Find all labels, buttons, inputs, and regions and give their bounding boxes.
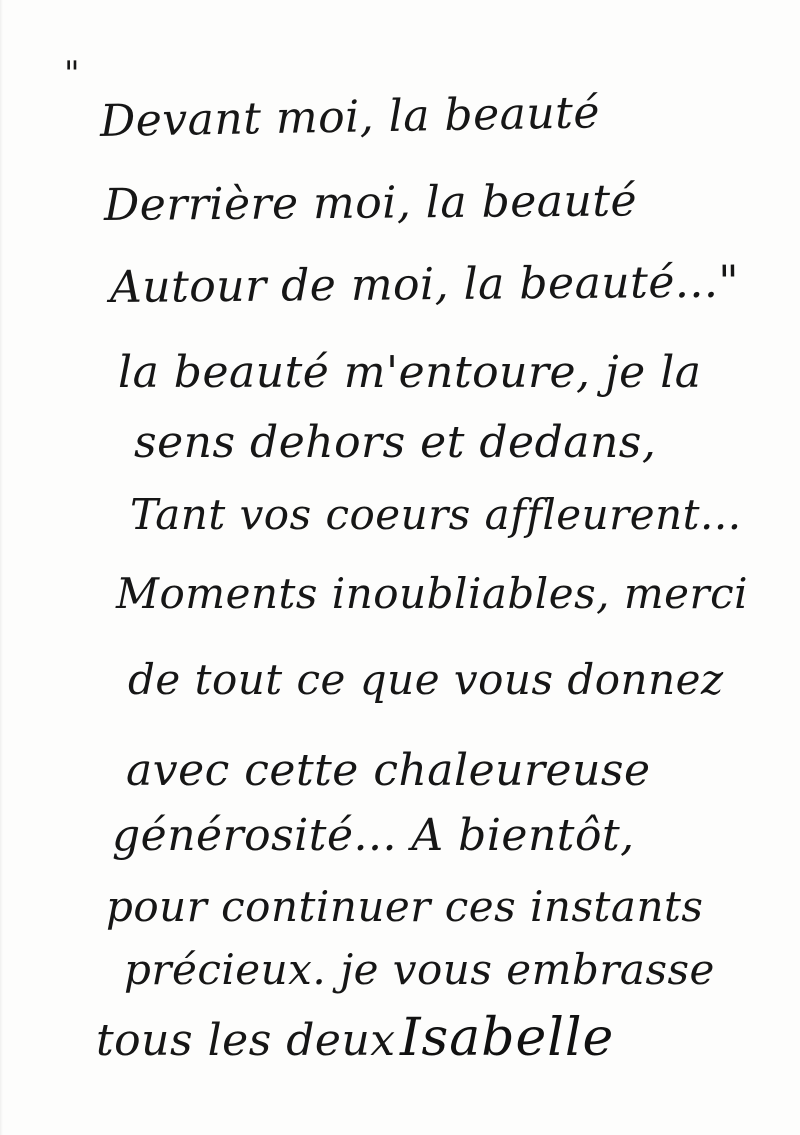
letter-line-7: Moments inoubliables, merci <box>116 569 749 618</box>
letter-line-10: générosité... A bientôt, <box>112 810 635 861</box>
signature: Isabelle <box>400 1008 615 1068</box>
letter-line-11: pour continuer ces instants <box>106 882 704 931</box>
letter-line-13: tous les deux <box>96 1015 396 1066</box>
letter-line-8: de tout ce que vous donnez <box>128 655 724 704</box>
letter-line-2: Derrière moi, la beauté <box>103 175 638 231</box>
letter-line-9: avec cette chaleureuse <box>126 745 651 796</box>
letter-line-5: sens dehors et dedans, <box>134 417 657 468</box>
letter-line-12: précieux. je vous embrasse <box>124 945 715 994</box>
letter-line-3: Autour de moi, la beauté..." <box>109 256 740 313</box>
page-left-edge <box>0 0 3 1135</box>
letter-line-6: Tant vos coeurs affleurent... <box>130 490 742 539</box>
letter-line-4: la beauté m'entoure, je la <box>118 347 702 398</box>
opening-quote-mark: " <box>64 54 80 94</box>
letter-line-1: Devant moi, la beauté <box>99 87 601 147</box>
